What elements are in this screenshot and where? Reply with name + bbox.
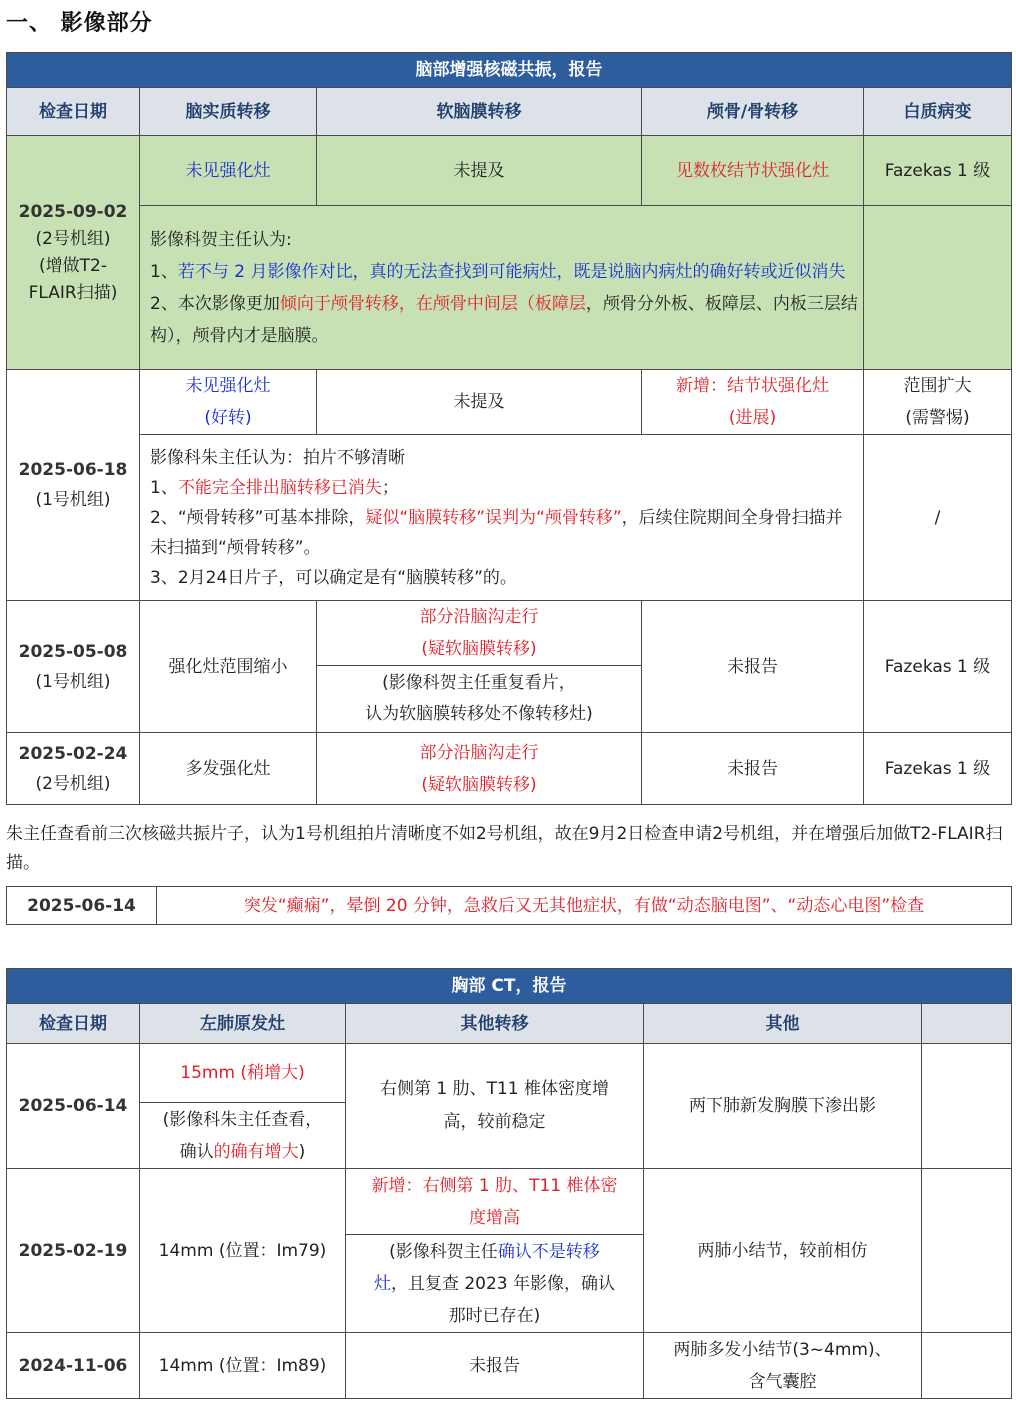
note-intro: 影像科朱主任认为：拍片不够清晰 xyxy=(150,447,405,468)
meninges-cell xyxy=(317,733,642,805)
parenchyma-cell: 未见强化灶 xyxy=(140,136,317,206)
other-note: 那时已存在) xyxy=(448,1305,541,1326)
finding: 部分沿脑沟走行 xyxy=(419,742,539,763)
primary-note xyxy=(144,1136,341,1168)
exam-date: 2025-05-08 xyxy=(18,641,128,662)
finding-status: (疑软脑膜转移) xyxy=(421,774,537,795)
note-prefix: 2、“颅骨转移”可基本排除， xyxy=(150,507,366,528)
note-item-3: 3、2月24日片子，可以确定是有“脑膜转移”的。 xyxy=(150,567,517,588)
finding-status: (疑软脑膜转移) xyxy=(421,639,537,659)
other-metastasis-cell xyxy=(346,1169,644,1235)
ct-header-row xyxy=(7,1004,1012,1044)
mri-footnote: 朱主任查看前三次核磁共振片子，认为1号机组拍片清晰度不如2号机组，故在9月2日检查申请2号机组，并在增强后加做T2-FLAIR扫描。 xyxy=(6,824,1003,873)
note-item-2 xyxy=(150,503,859,563)
other-cell: 两下肺新发胸膜下渗出影 xyxy=(644,1044,922,1169)
white-matter-cell: Fazekas 1 级 xyxy=(864,601,1012,733)
parenchyma-cell: 强化灶范围缩小 xyxy=(140,601,317,733)
header-meninges: 软脑膜转移 xyxy=(317,88,642,136)
event-text: 突发“癫痫”，晕倒 20 分钟，急救后又无其他症状，有做“动态脑电图”、“动态心电图”检查 xyxy=(157,887,1012,925)
header-other-metastasis: 其他转移 xyxy=(346,1004,644,1044)
primary-cell: 15mm (稍增大) xyxy=(140,1044,346,1103)
other-note-cell xyxy=(346,1235,644,1333)
exam-date: 2025-06-14 xyxy=(7,1044,140,1169)
white-matter-cell xyxy=(864,370,1012,435)
blank-cell xyxy=(922,1333,1012,1399)
ct-row-2024-11-06 xyxy=(7,1333,1012,1399)
ct-row-2025-06-14 xyxy=(7,1044,1012,1103)
finding: 范围扩大 xyxy=(903,376,972,396)
note-highlight: 不能完全排出脑转移已消失 xyxy=(177,477,382,498)
note-text: ) xyxy=(298,1141,306,1162)
primary-cell: 14mm (位置：Im89) xyxy=(140,1333,346,1399)
date-cell xyxy=(7,733,140,805)
finding-status: (需警惕) xyxy=(905,408,970,428)
note-highlight: 灶 xyxy=(373,1273,391,1294)
note-suffix: ； xyxy=(381,477,399,498)
mri-note-row xyxy=(7,435,1012,601)
blank-cell xyxy=(922,1044,1012,1169)
other-metastasis-cell: 未报告 xyxy=(346,1333,644,1399)
finding: 两肺多发小结节(3~4mm)、 xyxy=(673,1339,892,1360)
primary-note-cell xyxy=(140,1103,346,1169)
date-cell xyxy=(7,370,140,601)
mri-table xyxy=(6,52,1012,805)
skull-cell: 未报告 xyxy=(642,601,864,733)
note-prefix: 1、 xyxy=(150,261,178,282)
finding-status: (好转) xyxy=(204,408,252,428)
ct-title: 胸部 CT，报告 xyxy=(7,969,1012,1004)
date-note: (增做T2- xyxy=(39,255,107,276)
exam-date: 2024-11-06 xyxy=(7,1333,140,1399)
date-note: (1号机组) xyxy=(35,490,111,510)
date-note: (1号机组) xyxy=(35,671,111,692)
white-matter-note-cell: / xyxy=(864,435,1012,601)
mri-title-row xyxy=(7,53,1012,88)
meninges-cell: 未提及 xyxy=(317,370,642,435)
note-highlight: 倾向于颅骨转移，在颅骨中间层（板障层 xyxy=(279,293,586,314)
skull-cell: 未报告 xyxy=(642,733,864,805)
note-suffix: ，后续住院期间全身骨扫描并未扫描到“颅骨转移”。 xyxy=(150,507,843,558)
other-note xyxy=(350,1236,639,1268)
mri-note-row xyxy=(7,206,1012,370)
event-table xyxy=(6,886,1012,925)
note-item-1 xyxy=(150,473,859,503)
note-highlight: 疑似“脑膜转移”误判为“颅骨转移” xyxy=(365,507,622,528)
mri-row-2025-06-18 xyxy=(7,370,1012,435)
meninges-note: 认为软脑膜转移处不像转移灶) xyxy=(365,704,593,724)
mri-row-2025-05-08 xyxy=(7,601,1012,666)
white-matter-note-cell xyxy=(864,206,1012,370)
blank-cell xyxy=(922,1169,1012,1333)
mri-row-2025-09-02 xyxy=(7,136,1012,206)
radiologist-note xyxy=(140,206,864,370)
ct-table xyxy=(6,968,1012,1399)
header-white-matter: 白质病变 xyxy=(864,88,1012,136)
note-prefix: 2、本次影像更加 xyxy=(150,293,280,314)
header-other: 其他 xyxy=(644,1004,922,1044)
note-highlight: 的确有增大 xyxy=(213,1141,299,1162)
mri-title: 脑部增强核磁共振，报告 xyxy=(7,53,1012,88)
date-cell xyxy=(7,601,140,733)
note-text: 确认 xyxy=(179,1141,214,1162)
note-text: ，且复查 2023 年影像，确认 xyxy=(390,1273,616,1294)
event-row xyxy=(7,887,1012,925)
finding: 度增高 xyxy=(469,1207,520,1228)
note-item-2 xyxy=(150,288,859,352)
mri-header-row xyxy=(7,88,1012,136)
meninges-cell xyxy=(317,601,642,666)
other-cell xyxy=(644,1333,922,1399)
header-skull: 颅骨/骨转移 xyxy=(642,88,864,136)
date-cell xyxy=(7,136,140,370)
skull-cell xyxy=(642,370,864,435)
section-title: 一、 影像部分 xyxy=(6,11,153,36)
radiologist-note xyxy=(140,435,864,601)
note-intro: 影像科贺主任认为: xyxy=(150,229,292,250)
note-highlight: 确认不是转移 xyxy=(497,1241,600,1262)
primary-note: (影像科朱主任查看， xyxy=(162,1109,323,1130)
meninges-note: (影像科贺主任重复看片， xyxy=(382,673,576,693)
date-note: (2号机组) xyxy=(35,228,111,249)
event-date: 2025-06-14 xyxy=(7,887,157,925)
header-parenchyma: 脑实质转移 xyxy=(140,88,317,136)
other-cell: 两肺小结节，较前相仿 xyxy=(644,1169,922,1333)
meninges-note-cell xyxy=(317,666,642,733)
white-matter-cell: Fazekas 1 级 xyxy=(864,136,1012,206)
header-date: 检查日期 xyxy=(7,88,140,136)
finding: 含气囊腔 xyxy=(748,1371,817,1392)
parenchyma-cell xyxy=(140,370,317,435)
finding-status: (进展) xyxy=(728,408,777,428)
header-primary: 左肺原发灶 xyxy=(140,1004,346,1044)
date-note: FLAIR扫描) xyxy=(28,282,118,303)
header-blank xyxy=(922,1004,1012,1044)
note-highlight: 若不与 2 月影像作对比，真的无法查找到可能病灶，既是说脑内病灶的确好转或近似消失 xyxy=(177,261,846,282)
date-note: (2号机组) xyxy=(35,773,111,794)
finding: 新增：右侧第 1 肋、T11 椎体密 xyxy=(371,1175,618,1196)
note-suffix: ，颅骨分外板、板障层、内板三层结构），颅骨内才是脑膜。 xyxy=(150,293,858,346)
note-prefix: 1、 xyxy=(150,477,178,498)
ct-row-2025-02-19 xyxy=(7,1169,1012,1235)
finding: 新增：结节状强化灶 xyxy=(676,376,829,396)
note-text: (影像科贺主任 xyxy=(389,1241,498,1262)
header-date: 检查日期 xyxy=(7,1004,140,1044)
finding: 未见强化灶 xyxy=(185,376,271,396)
ct-title-row xyxy=(7,969,1012,1004)
white-matter-cell: Fazekas 1 级 xyxy=(864,733,1012,805)
exam-date: 2025-09-02 xyxy=(18,201,128,222)
meninges-cell: 未提及 xyxy=(317,136,642,206)
exam-date: 2025-02-19 xyxy=(7,1169,140,1333)
mri-row-2025-02-24 xyxy=(7,733,1012,805)
other-note xyxy=(350,1268,639,1300)
exam-date: 2025-06-18 xyxy=(18,460,128,480)
parenchyma-cell: 多发强化灶 xyxy=(140,733,317,805)
exam-date: 2025-02-24 xyxy=(18,743,128,764)
note-item-1 xyxy=(150,256,859,288)
other-metastasis-cell xyxy=(346,1044,644,1169)
primary-cell: 14mm (位置：Im79) xyxy=(140,1169,346,1333)
finding: 部分沿脑沟走行 xyxy=(419,607,539,627)
skull-cell: 见数枚结节状强化灶 xyxy=(642,136,864,206)
finding: 高，较前稳定 xyxy=(443,1112,546,1132)
finding: 右侧第 1 肋、T11 椎体密度增 xyxy=(379,1079,610,1099)
